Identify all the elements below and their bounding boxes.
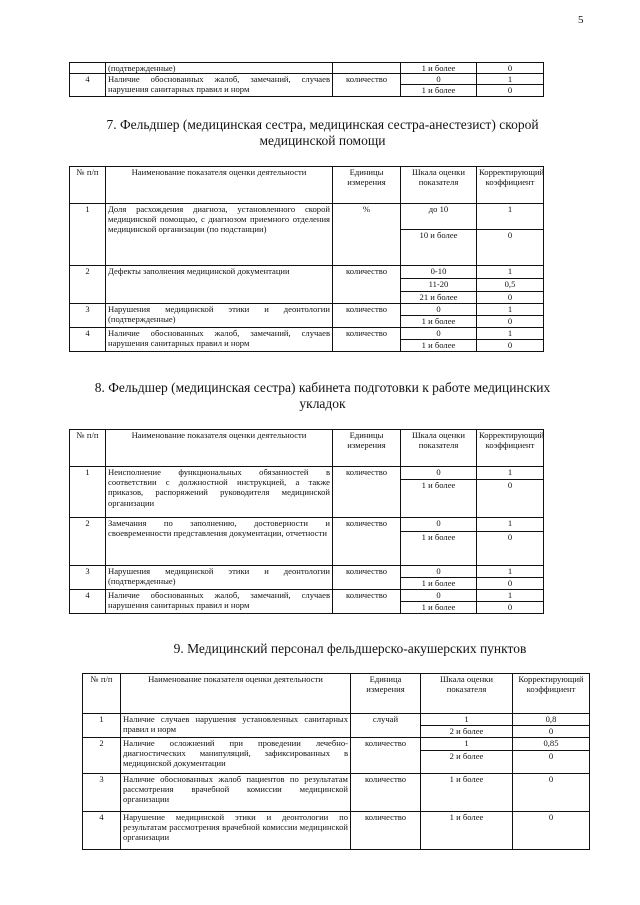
header-unit: Единицы измерения: [333, 430, 401, 467]
cell-name: Неисполнение функциональных обязанностей в соответствии с должностной инструкцией, а также приказов, распоряжений руководителя медицинской организации: [106, 467, 333, 518]
cell-unit: количество: [333, 518, 401, 566]
cell-name: (подтвержденные): [106, 63, 333, 74]
cell-unit: количество: [333, 467, 401, 518]
cell-scale: 1 и более: [401, 602, 477, 614]
cell-name: Наличие случаев нарушения установленных санитарных правил и норм: [121, 714, 351, 738]
header-num: № п/п: [83, 674, 121, 714]
cell-coef: 1: [477, 204, 544, 230]
section-8-table: [69, 429, 544, 614]
cell-scale: 0: [401, 590, 477, 602]
cell-coef: 1: [477, 266, 544, 279]
cell-coef: 0: [477, 340, 544, 352]
cell-scale: 0: [401, 304, 477, 316]
cell-coef: 0: [477, 292, 544, 304]
cell-scale: 1 и более: [401, 532, 477, 566]
header-unit: Единицы измерения: [333, 167, 401, 204]
cell-coef: 0: [513, 726, 590, 738]
page-number: 5: [578, 14, 584, 26]
cell-num: 4: [70, 328, 106, 352]
cell-scale: 0: [401, 566, 477, 578]
header-name: Наименование показателя оценки деятельности: [106, 167, 333, 204]
cell-coef: 1: [477, 590, 544, 602]
cell-scale: 1 и более: [401, 578, 477, 590]
cell-name: Нарушение медицинской этики и деонтологии по результатам рассмотрения врачебной комиссии медицинской организации: [121, 812, 351, 850]
cell-coef: 1: [477, 74, 544, 85]
cell-coef: 0: [477, 602, 544, 614]
cell-name: Нарушения медицинской этики и деонтологии (подтвержденные): [106, 566, 333, 590]
cell-scale: 2 и более: [421, 751, 513, 774]
cell-unit: количество: [333, 328, 401, 352]
section-7-table: [69, 166, 544, 352]
cell-scale: 1: [421, 714, 513, 726]
cell-scale: 0: [401, 467, 477, 480]
header-coef: Корректирующий коэффициент: [513, 674, 590, 714]
header-coef: Корректирующий коэффициент: [477, 167, 544, 204]
cell-num: 3: [83, 774, 121, 812]
cell-coef: 1: [477, 304, 544, 316]
cell-scale: 11-20: [401, 279, 477, 292]
cell-num: 2: [70, 518, 106, 566]
cell-unit: %: [333, 204, 401, 266]
cell-scale: 0: [401, 328, 477, 340]
cell-coef: 0: [477, 230, 544, 266]
cell-coef: 0: [477, 480, 544, 518]
cell-coef: 0: [477, 63, 544, 74]
cell-scale: 1 и более: [401, 340, 477, 352]
continuation-table: [69, 62, 544, 97]
header-name: Наименование показателя оценки деятельности: [106, 430, 333, 467]
cell-scale: до 10: [401, 204, 477, 230]
cell-name: Наличие осложнений при проведении лечебно-диагностических манипуляций, зафиксированных в медицинской документации: [121, 738, 351, 774]
cell-unit: количество: [333, 566, 401, 590]
section-7-title: 7. Фельдшер (медицинская сестра, медицинская сестра-анестезист) скорой медицинской помощи: [106, 117, 539, 148]
cell-name: Наличие обоснованных жалоб пациентов по результатам рассмотрения врачебной комиссии медицинской организации: [121, 774, 351, 812]
cell-coef: 0: [477, 316, 544, 328]
cell-unit: количество: [351, 738, 421, 774]
cell-scale: 1 и более: [421, 774, 513, 812]
cell-coef: 0: [477, 85, 544, 96]
cell-unit: количество: [333, 74, 401, 96]
cell-unit: количество: [333, 266, 401, 304]
cell-num: 4: [70, 590, 106, 614]
section-8-title: 8. Фельдшер (медицинская сестра) кабинета подготовки к работе медицинских укладок: [94, 380, 551, 411]
section-9-table: [82, 673, 590, 850]
cell-num: 1: [83, 714, 121, 738]
header-unit: Единица измерения: [351, 674, 421, 714]
cell-scale: 10 и более: [401, 230, 477, 266]
header-num: № п/п: [70, 430, 106, 467]
cell-coef: 0: [513, 774, 590, 812]
cell-num: 2: [83, 738, 121, 774]
cell-num: 3: [70, 566, 106, 590]
cell-coef: 1: [477, 328, 544, 340]
cell-name: Наличие обоснованных жалоб, замечаний, случаев нарушения санитарных правил и норм: [106, 328, 333, 352]
cell-coef: 0: [513, 751, 590, 774]
cell-scale: 1 и более: [421, 812, 513, 850]
section-9-title: 9. Медицинский персонал фельдшерско-акушерских пунктов: [173, 641, 527, 656]
cell-coef: 0: [513, 812, 590, 850]
cell-unit: количество: [351, 812, 421, 850]
cell-num: 4: [83, 812, 121, 850]
cell-coef: 1: [477, 467, 544, 480]
cell-coef: 0,85: [513, 738, 590, 751]
header-coef: Корректирующий коэффициент: [477, 430, 544, 467]
header-num: № п/п: [70, 167, 106, 204]
cell-unit: случай: [351, 714, 421, 738]
cell-unit: количество: [351, 774, 421, 812]
cell-num: 2: [70, 266, 106, 304]
cell-coef: 0: [477, 532, 544, 566]
cell-scale: 1 и более: [401, 63, 477, 74]
cell-name: Наличие обоснованных жалоб, замечаний, случаев нарушения санитарных правил и норм: [106, 74, 333, 96]
header-scale: Шкала оценки показателя: [401, 167, 477, 204]
header-scale: Шкала оценки показателя: [401, 430, 477, 467]
cell-name: Наличие обоснованных жалоб, замечаний, случаев нарушения санитарных правил и норм: [106, 590, 333, 614]
cell-coef: 0,5: [477, 279, 544, 292]
cell-scale: 0-10: [401, 266, 477, 279]
cell-unit: количество: [333, 304, 401, 328]
header-scale: Шкала оценки показателя: [421, 674, 513, 714]
cell-scale: 1: [421, 738, 513, 751]
cell-scale: 2 и более: [421, 726, 513, 738]
cell-coef: 0: [477, 578, 544, 590]
cell-num: 4: [70, 74, 106, 96]
cell-name: Замечания по заполнению, достоверности и своевременности представления документации, отчетности: [106, 518, 333, 566]
cell-unit: количество: [333, 590, 401, 614]
cell-name: Дефекты заполнения медицинской документации: [106, 266, 333, 304]
cell-scale: 1 и более: [401, 85, 477, 96]
cell-coef: 0,8: [513, 714, 590, 726]
cell-name: Нарушения медицинской этики и деонтологии (подтвержденные): [106, 304, 333, 328]
cell-scale: 0: [401, 74, 477, 85]
cell-num: 3: [70, 304, 106, 328]
header-name: Наименование показателя оценки деятельности: [121, 674, 351, 714]
cell-num: 1: [70, 204, 106, 266]
cell-coef: 1: [477, 566, 544, 578]
cell-coef: 1: [477, 518, 544, 532]
cell-num: 1: [70, 467, 106, 518]
cell-name: Доля расхождения диагноза, установленного скорой медицинской помощью, с диагнозом приемного отделения медицинской организации (по подстанции): [106, 204, 333, 266]
cell-scale: 0: [401, 518, 477, 532]
cell-scale: 1 и более: [401, 316, 477, 328]
cell-scale: 1 и более: [401, 480, 477, 518]
cell-scale: 21 и более: [401, 292, 477, 304]
